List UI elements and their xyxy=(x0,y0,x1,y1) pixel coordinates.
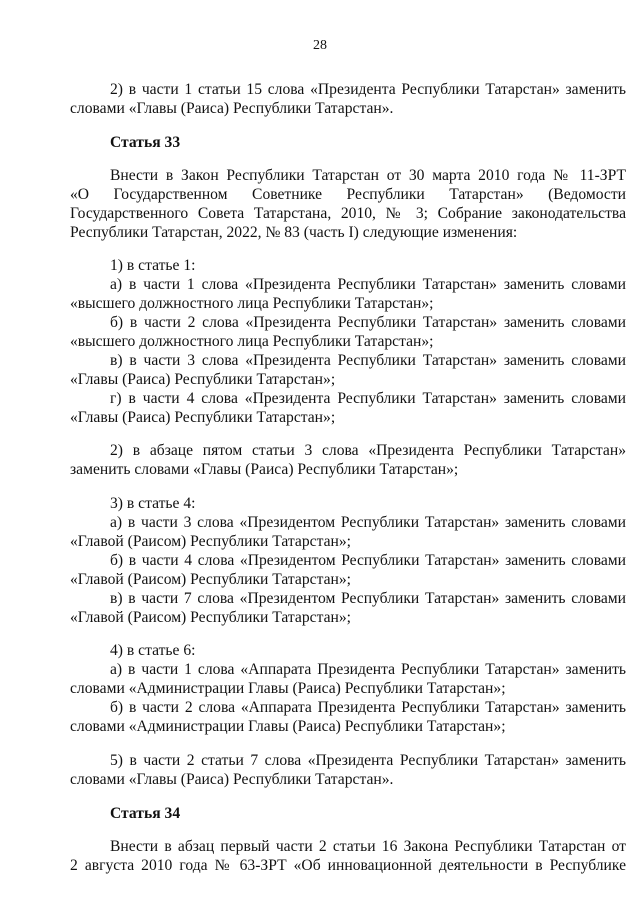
text-line: «высшего должностного лица Республики Татарстан»; xyxy=(70,333,434,350)
text-line: «Главой (Раисом) Республики Татарстан»; xyxy=(70,533,351,550)
text-line: 1) в статье 1: xyxy=(110,257,196,274)
text-line: Республики Татарстан, 2022, № 83 (часть I) следующие изменения: xyxy=(70,224,518,241)
text-line: г) в части 4 слова «Президента Республики Татарстан» заменить словами xyxy=(110,390,626,407)
text-line: «высшего должностного лица Республики Татарстан»; xyxy=(70,295,434,312)
text-line: «Главы (Раиса) Республики Татарстан»; xyxy=(70,371,336,388)
text-line: 2) в части 1 статьи 15 слова «Президента Республики Татарстан» заменить xyxy=(110,81,626,98)
text-line: словами «Главы (Раиса) Республики Татарстан». xyxy=(70,771,394,788)
text-line: словами «Администрации Главы (Раиса) Республики Татарстан»; xyxy=(70,718,506,735)
text-line: заменить словами «Главы (Раиса) Республики Татарстан»; xyxy=(70,461,459,478)
text-line: а) в части 1 слова «Аппарата Президента Республики Татарстан» заменить xyxy=(110,661,626,678)
text-line: Государственного Совета Татарстана, 2010, № 3; Собрание законодательства xyxy=(70,205,626,222)
text-line: а) в части 1 слова «Президента Республики Татарстан» заменить словами xyxy=(110,276,626,293)
text-line: 4) в статье 6: xyxy=(110,642,196,659)
text-line: б) в части 2 слова «Президента Республики Татарстан» заменить словами xyxy=(110,314,626,331)
text-line: «Главой (Раисом) Республики Татарстан»; xyxy=(70,571,351,588)
text-line: б) в части 2 слова «Аппарата Президента Республики Татарстан» заменить xyxy=(110,699,626,716)
text-line: словами «Главы (Раиса) Республики Татарстан». xyxy=(70,100,394,117)
article-33-heading: Статья 33 xyxy=(110,134,181,151)
page-number: 28 xyxy=(313,38,327,53)
text-line: 3) в статье 4: xyxy=(110,495,196,512)
text-line: а) в части 3 слова «Президентом Республики Татарстан» заменить словами xyxy=(110,514,626,531)
text-line: Внести в Закон Республики Татарстан от 30 марта 2010 года № 11-ЗРТ xyxy=(110,167,626,184)
text-line: в) в части 3 слова «Президента Республики Татарстан» заменить словами xyxy=(110,352,626,369)
text-line: б) в части 4 слова «Президентом Республики Татарстан» заменить словами xyxy=(110,552,626,569)
article-34-heading: Статья 34 xyxy=(110,805,181,822)
text-line: в) в части 7 слова «Президентом Республики Татарстан» заменить словами xyxy=(110,590,626,607)
text-line: словами «Администрации Главы (Раиса) Республики Татарстан»; xyxy=(70,680,506,697)
text-line: 5) в части 2 статьи 7 слова «Президента Республики Татарстан» заменить xyxy=(110,752,626,769)
text-line: «Главы (Раиса) Республики Татарстан»; xyxy=(70,409,336,426)
text-line: Внести в абзац первый части 2 статьи 16 Закона Республики Татарстан от xyxy=(110,838,626,855)
text-line: «Главой (Раисом) Республики Татарстан»; xyxy=(70,609,351,626)
text-line: 2 августа 2010 года № 63-ЗРТ «Об инновационной деятельности в Республике xyxy=(70,857,626,874)
text-line: 2) в абзаце пятом статьи 3 слова «Президента Республики Татарстан» xyxy=(110,442,626,459)
text-line: «О Государственном Советнике Республики Татарстан» (Ведомости xyxy=(70,186,626,203)
